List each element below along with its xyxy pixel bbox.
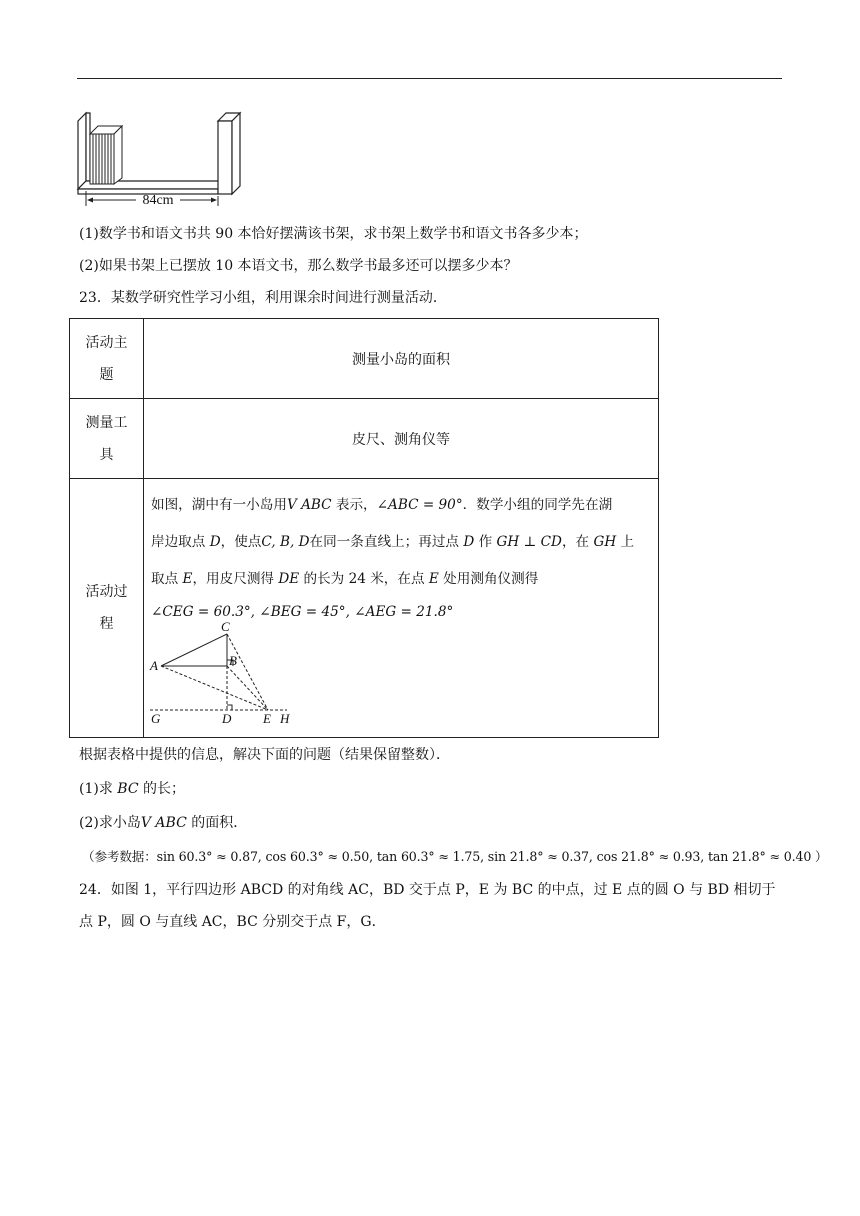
label-topic-b: 题 (99, 366, 114, 383)
q23-part2: (2)求小岛V ABC 的面积． (79, 815, 248, 831)
q24-line2: 点 P，圆 O 与直线 AC，BC 分别交于点 F，G． (79, 914, 386, 930)
point-G-label: G (151, 711, 161, 726)
point-D-label: D (222, 711, 232, 726)
q23-after-table: 根据表格中提供的信息，解决下面的问题（结果保留整数）． (79, 747, 450, 763)
label-tools (70, 399, 144, 479)
q23-intro: 23．某数学研究性学习小组，利用课余时间进行测量活动． (79, 290, 447, 306)
label-topic-a: 活动主 (85, 334, 128, 351)
island-figure (146, 618, 306, 730)
label-topic (70, 319, 144, 399)
value-tools: 皮尺、测角仪等 (144, 399, 659, 479)
point-C-label: C (221, 619, 230, 634)
bookshelf-figure (74, 108, 249, 208)
label-process (70, 479, 144, 738)
label-tools-a: 测量工 (85, 414, 128, 431)
process-line-4: ∠CEG = 60.3°, ∠BEG = 45°, ∠AEG = 21.8° (151, 604, 454, 620)
process-text (144, 479, 658, 626)
point-H-label: H (280, 711, 290, 726)
process-line-1: 如图，湖中有一小岛用V ABC 表示，∠ABC = 90°．数学小组的同学先在湖 (151, 497, 613, 513)
table-row-tools (70, 399, 659, 479)
point-B-label: B (229, 653, 237, 668)
label-process-b: 程 (99, 616, 114, 632)
label-process-a: 活动过 (85, 584, 128, 600)
q24-line1: 24．如图 1，平行四边形 ABCD 的对角线 AC，BD 交于点 P，E 为 BC 的中点，过 E 点的圆 O 与 BD 相切于 (79, 882, 776, 898)
header-rule (77, 78, 782, 79)
shelf-width-label: 84cm (142, 193, 174, 208)
label-tools-b: 具 (99, 446, 114, 463)
q23-part1: (1)求 BC 的长； (79, 781, 185, 797)
process-line-3: 取点 E，用皮尺测得 DE 的长为 24 米，在点 E 处用测角仪测得 (151, 571, 539, 587)
point-E-label: E (263, 711, 271, 726)
point-A-label: A (150, 658, 158, 673)
q22-part2: (2)如果书架上已摆放 10 本语文书，那么数学书最多还可以摆多少本？ (79, 258, 518, 274)
q23-reference-data: （参考数据：sin 60.3° ≈ 0.87, cos 60.3° ≈ 0.50, tan 60.3° ≈ 1.75, sin 21.8° ≈ 0.37, cos 21.8° ≈ 0.93, tan 21.8° ≈ 0.40 ） (82, 849, 828, 864)
value-topic: 测量小岛的面积 (144, 319, 659, 399)
process-line-2: 岸边取点 D，使点C, B, D在同一条直线上；再过点 D 作 GH ⊥ CD，在 GH 上 (151, 534, 635, 550)
q22-part1: (1)数学书和语文书共 90 本恰好摆满该书架，求书架上数学书和语文书各多少本； (79, 226, 588, 242)
table-row-topic (70, 319, 659, 399)
